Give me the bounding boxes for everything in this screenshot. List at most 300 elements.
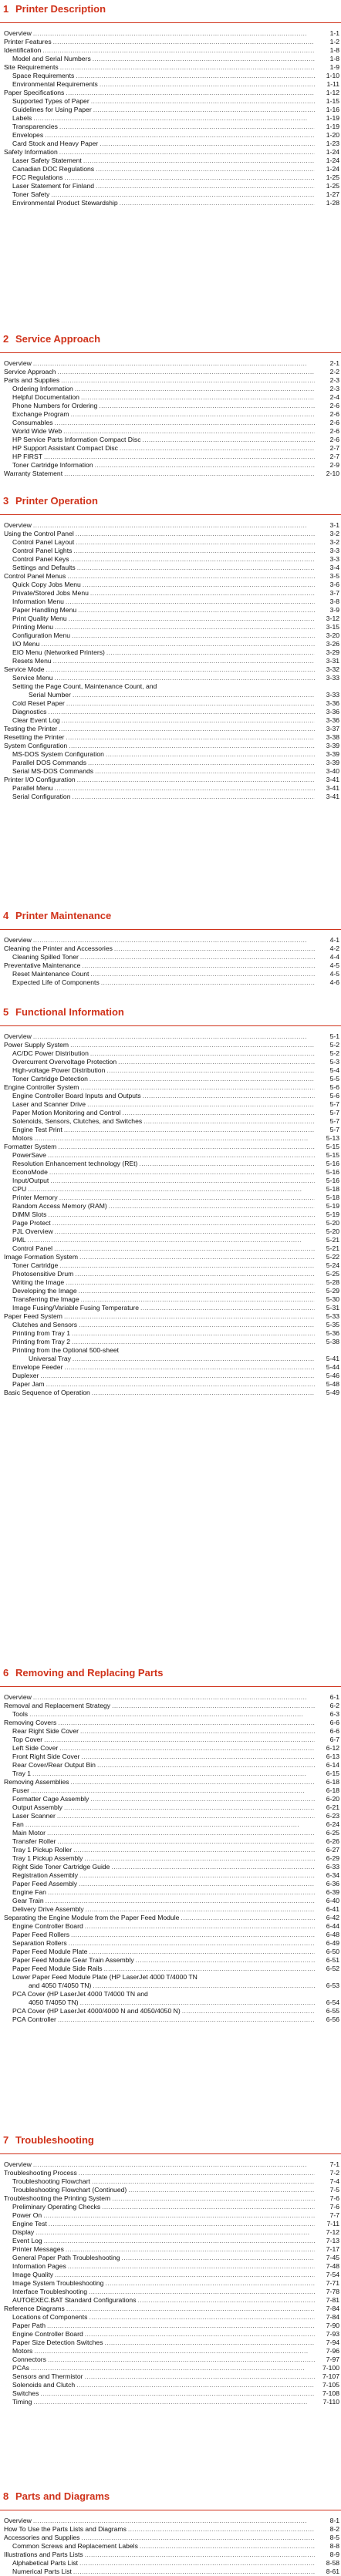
toc-subentry[interactable] [0, 190, 341, 199]
toc-subentry[interactable] [0, 2186, 341, 2194]
page-number: 3-7 [329, 589, 339, 597]
toc-entry[interactable] [0, 530, 341, 538]
toc-entry[interactable] [0, 1083, 341, 1092]
page-number: 6-14 [326, 1761, 339, 1769]
toc-subentry[interactable] [0, 1236, 341, 1244]
toc-subentry[interactable] [0, 648, 341, 657]
toc-subentry[interactable] [0, 716, 341, 725]
toc-entry[interactable] [0, 1693, 341, 1702]
toc-entry[interactable] [0, 733, 341, 742]
dot-leader [81, 2534, 315, 2542]
page-number: 7-93 [326, 2330, 339, 2338]
toc-subentry[interactable] [0, 1761, 341, 1770]
toc-subentry[interactable] [0, 2322, 341, 2330]
page-number: 3-5 [329, 572, 339, 580]
toc-subentry[interactable] [0, 157, 341, 165]
entry-title: Engine Fan [12, 1888, 46, 1896]
toc-subentry[interactable] [0, 436, 341, 444]
dot-leader [93, 55, 315, 63]
page-number: 5-49 [326, 1389, 339, 1396]
toc-subentry[interactable] [0, 2313, 341, 2322]
toc-subentry[interactable] [0, 123, 341, 131]
dot-leader [66, 733, 315, 742]
toc-subentry[interactable] [0, 393, 341, 402]
dot-leader [100, 80, 315, 89]
toc-subentry[interactable] [0, 1278, 341, 1287]
toc-subentry[interactable] [0, 173, 341, 182]
dot-leader [28, 1236, 315, 1244]
dot-leader [32, 1770, 315, 1778]
entry-title: PJL Overview [12, 1227, 53, 1235]
toc-subentry[interactable] [0, 691, 341, 699]
dot-leader [73, 547, 315, 555]
toc-subentry[interactable] [0, 793, 341, 801]
entry-title: Model and Serial Numbers [12, 55, 91, 62]
toc-entry[interactable] [0, 89, 341, 97]
chapter-divider [0, 1025, 341, 1026]
toc-subentry[interactable] [0, 419, 341, 427]
toc-subentry[interactable] [0, 1321, 341, 1329]
page-number: 7-2 [329, 2169, 339, 2177]
toc-subentry[interactable] [0, 1109, 341, 1117]
toc-subentry[interactable] [0, 453, 341, 461]
entry-title: Power Supply System [4, 1041, 69, 1049]
toc-subentry[interactable] [0, 606, 341, 615]
toc-subentry[interactable] [0, 1863, 341, 1871]
toc-entry[interactable] [0, 1778, 341, 1786]
page-number: 5-38 [326, 1338, 339, 1345]
page-number: 5-7 [329, 1117, 339, 1125]
toc-subentry[interactable] [0, 2220, 341, 2228]
toc-subentry[interactable] [0, 657, 341, 665]
toc-subentry[interactable] [0, 1346, 341, 1355]
page-number: 6-20 [326, 1795, 339, 1803]
entry-title: Transfer Roller [12, 1837, 56, 1845]
toc-subentry[interactable] [0, 1812, 341, 1820]
toc-entry[interactable] [0, 38, 341, 46]
toc-subentry[interactable] [0, 1931, 341, 1939]
toc-subentry[interactable] [0, 538, 341, 547]
toc-subentry[interactable] [0, 444, 341, 453]
toc-subentry[interactable] [0, 708, 341, 716]
toc-entry[interactable] [0, 2169, 341, 2177]
toc-subentry[interactable] [0, 1854, 341, 1863]
toc-subentry[interactable] [0, 631, 341, 640]
toc-subentry[interactable] [0, 1363, 341, 1372]
chapter-heading[interactable] [3, 1667, 341, 1679]
toc-subentry[interactable] [0, 2372, 341, 2381]
dot-leader [105, 2279, 315, 2288]
toc-subentry[interactable] [0, 1211, 341, 1219]
dot-leader [72, 631, 315, 640]
toc-subentry[interactable] [0, 1134, 341, 1143]
toc-subentry[interactable] [0, 1871, 341, 1880]
toc-subentry[interactable] [0, 2296, 341, 2305]
page-number: 3-2 [329, 538, 339, 546]
toc-subentry[interactable] [0, 2398, 341, 2406]
toc-subentry[interactable] [0, 1304, 341, 1312]
toc-subentry[interactable] [0, 598, 341, 606]
toc-entry[interactable] [0, 1719, 341, 1727]
toc-subentry[interactable] [0, 581, 341, 589]
page-number: 5-18 [326, 1185, 339, 1193]
toc-entry[interactable] [0, 359, 341, 368]
toc-subentry[interactable] [0, 1922, 341, 1931]
dot-leader [86, 1905, 315, 1914]
page-number: 1-15 [326, 97, 339, 105]
toc-subentry[interactable] [0, 1372, 341, 1380]
entry-title: Using the Control Panel [4, 530, 74, 537]
page-number: 2-7 [329, 453, 339, 460]
toc-subentry[interactable] [0, 750, 341, 759]
toc-subentry[interactable] [0, 1965, 341, 1973]
entry-title: Consumables [12, 419, 53, 426]
page-number: 6-53 [326, 1982, 339, 1989]
toc-subentry[interactable] [0, 1905, 341, 1914]
toc-subentry[interactable] [0, 80, 341, 89]
toc-entry[interactable] [0, 2517, 341, 2525]
toc-entry[interactable] [0, 1143, 341, 1151]
toc-entry[interactable] [0, 2534, 341, 2542]
toc-subentry[interactable] [0, 1939, 341, 1948]
toc-subentry[interactable] [0, 623, 341, 631]
toc-subentry[interactable] [0, 547, 341, 555]
toc-subentry[interactable] [0, 1185, 341, 1194]
toc-subentry[interactable] [0, 1126, 341, 1134]
toc-subentry[interactable] [0, 1380, 341, 1389]
toc-entry[interactable] [0, 945, 341, 953]
toc-entry[interactable] [0, 29, 341, 38]
chapter-heading[interactable] [3, 2490, 341, 2503]
toc-subentry[interactable] [0, 767, 341, 776]
entry-title: Engine Test Print [12, 1126, 62, 1133]
toc-entry[interactable] [0, 725, 341, 733]
toc-subentry[interactable] [0, 1227, 341, 1236]
toc-subentry[interactable] [0, 1092, 341, 1100]
entry-title: Serial Configuration [12, 793, 71, 800]
dot-leader [70, 1041, 315, 1049]
toc-subentry[interactable] [0, 2271, 341, 2279]
dot-leader [182, 2007, 315, 2015]
toc-subentry[interactable] [0, 1744, 341, 1753]
page-number: 2-10 [326, 470, 339, 477]
toc-subentry[interactable] [0, 2559, 341, 2568]
toc-entry[interactable] [0, 2305, 341, 2313]
toc-subentry[interactable] [0, 410, 341, 419]
dot-leader [101, 978, 315, 987]
toc-entry[interactable] [0, 376, 341, 385]
chapter-heading[interactable] [3, 1006, 341, 1019]
entry-title: Image Quality [12, 2271, 54, 2278]
toc-entry[interactable] [0, 776, 341, 784]
toc-subentry[interactable] [0, 1355, 341, 1363]
toc-subentry[interactable] [0, 2245, 341, 2254]
toc-subentry[interactable] [0, 1160, 341, 1168]
dot-leader [52, 1219, 315, 1227]
dot-leader [85, 2330, 315, 2339]
page-number: 7-81 [326, 2296, 339, 2304]
toc-subentry[interactable] [0, 1837, 341, 1846]
page-number: 7-5 [329, 2186, 339, 2194]
toc-entry[interactable] [0, 1253, 341, 1261]
toc-entry[interactable] [0, 1914, 341, 1922]
entry-title: Paper Feed System [4, 1312, 62, 1320]
toc-subentry[interactable] [0, 182, 341, 190]
toc-subentry[interactable] [0, 2381, 341, 2389]
chapter-heading[interactable] [3, 495, 341, 507]
dot-leader [84, 1854, 315, 1863]
toc-subentry[interactable] [0, 1803, 341, 1812]
toc-subentry[interactable] [0, 1786, 341, 1795]
dot-leader [80, 1999, 315, 2007]
toc-subentry[interactable] [0, 1058, 341, 1066]
chapter-heading[interactable] [3, 910, 341, 922]
toc-subentry[interactable] [0, 1202, 341, 1211]
dot-leader [34, 2347, 315, 2355]
toc-subentry[interactable] [0, 2542, 341, 2551]
toc-entry[interactable] [0, 2551, 341, 2559]
toc-subentry[interactable] [0, 674, 341, 682]
toc-subentry[interactable] [0, 978, 341, 987]
toc-subentry[interactable] [0, 615, 341, 623]
entry-title: Control Panel Layout [12, 538, 75, 546]
page-number: 1-23 [326, 140, 339, 147]
toc-subentry[interactable] [0, 1999, 341, 2007]
toc-entry[interactable] [0, 63, 341, 72]
toc-subentry[interactable] [0, 1100, 341, 1109]
entry-title: Rear Right Side Cover [12, 1727, 79, 1735]
toc-subentry[interactable] [0, 2347, 341, 2355]
toc-subentry[interactable] [0, 759, 341, 767]
page-number: 6-56 [326, 2015, 339, 2023]
page-number: 6-40 [326, 1897, 339, 1904]
page-number: 7-11 [326, 2220, 339, 2227]
toc-subentry[interactable] [0, 2364, 341, 2372]
entry-title: Overcurrent Overvoltage Protection [12, 1058, 117, 1066]
toc-subentry[interactable] [0, 1151, 341, 1160]
toc-subentry[interactable] [0, 1270, 341, 1278]
toc-subentry[interactable] [0, 1295, 341, 1304]
toc-subentry[interactable] [0, 2262, 341, 2271]
toc-subentry[interactable] [0, 784, 341, 793]
toc-subentry[interactable] [0, 564, 341, 572]
page-number: 3-12 [326, 615, 339, 622]
toc-subentry[interactable] [0, 1244, 341, 1253]
toc-subentry[interactable] [0, 2177, 341, 2186]
toc-subentry[interactable] [0, 1795, 341, 1803]
toc-subentry[interactable] [0, 106, 341, 114]
page-number: 5-35 [326, 1321, 339, 1328]
dot-leader [81, 1295, 315, 1304]
entry-title: High-voltage Power Distribution [12, 1066, 106, 1074]
entry-title: Basic Sequence of Operation [4, 1389, 90, 1396]
toc-subentry[interactable] [0, 131, 341, 140]
dot-leader [29, 1710, 315, 1719]
dot-leader [72, 1329, 315, 1338]
page-number: 5-7 [329, 1100, 339, 1108]
toc-subentry[interactable] [0, 1049, 341, 1058]
toc-subentry[interactable] [0, 1990, 341, 1999]
dot-leader [59, 1194, 315, 1202]
toc-subentry[interactable] [0, 199, 341, 207]
toc-subentry[interactable] [0, 1066, 341, 1075]
toc-subentry[interactable] [0, 1177, 341, 1185]
toc-subentry[interactable] [0, 2007, 341, 2015]
toc-subentry[interactable] [0, 2288, 341, 2296]
toc-subentry[interactable] [0, 555, 341, 564]
toc-subentry[interactable] [0, 1168, 341, 1177]
entry-title: Power On [12, 2211, 42, 2219]
toc-entry[interactable] [0, 521, 341, 530]
toc-subentry[interactable] [0, 427, 341, 436]
toc-entry[interactable] [0, 470, 341, 478]
chapter-heading[interactable] [3, 2134, 341, 2147]
toc-subentry[interactable] [0, 970, 341, 978]
toc-subentry[interactable] [0, 2389, 341, 2398]
page-number: 6-18 [326, 1778, 339, 1786]
dot-leader [33, 2517, 315, 2525]
toc-subentry[interactable] [0, 1897, 341, 1905]
toc-subentry[interactable] [0, 461, 341, 470]
toc-entry[interactable] [0, 936, 341, 945]
toc-subentry[interactable] [0, 1829, 341, 1837]
toc-subentry[interactable] [0, 1948, 341, 1956]
page-number: 5-5 [329, 1075, 339, 1083]
toc-subentry[interactable] [0, 640, 341, 648]
toc-subentry[interactable] [0, 2254, 341, 2262]
toc-subentry[interactable] [0, 1956, 341, 1965]
toc-subentry[interactable] [0, 1219, 341, 1227]
toc-subentry[interactable] [0, 1888, 341, 1897]
dot-leader [25, 1820, 315, 1829]
toc-subentry[interactable] [0, 699, 341, 708]
dot-leader [64, 1312, 315, 1321]
toc-subentry[interactable] [0, 682, 341, 691]
toc-subentry[interactable] [0, 2237, 341, 2245]
entry-title: Print Quality Menu [12, 615, 67, 622]
dot-leader [44, 2237, 315, 2245]
page-number: 6-52 [326, 1965, 339, 1972]
toc-subentry[interactable] [0, 2330, 341, 2339]
toc-subentry[interactable] [0, 1338, 341, 1346]
entry-title: Fuser [12, 1786, 29, 1794]
toc-entry[interactable] [0, 742, 341, 750]
toc-subentry[interactable] [0, 1194, 341, 1202]
entry-title: Toner Safety [12, 190, 50, 198]
dot-leader [128, 2525, 315, 2534]
dot-leader [91, 97, 315, 106]
chapter-divider [0, 1686, 341, 1687]
toc-subentry[interactable] [0, 1287, 341, 1295]
toc-entry[interactable] [0, 1032, 341, 1041]
toc-entry[interactable] [0, 368, 341, 376]
toc-entry[interactable] [0, 572, 341, 581]
toc-subentry[interactable] [0, 1770, 341, 1778]
toc-subentry[interactable] [0, 1075, 341, 1083]
toc-entry[interactable] [0, 46, 341, 55]
toc-subentry[interactable] [0, 2568, 341, 2576]
toc-entry[interactable] [0, 665, 341, 674]
toc-entry[interactable] [0, 1041, 341, 1049]
toc-subentry[interactable] [0, 1982, 341, 1990]
dot-leader [72, 793, 315, 801]
dot-leader [55, 419, 315, 427]
toc-subentry[interactable] [0, 97, 341, 106]
toc-subentry[interactable] [0, 2228, 341, 2237]
page-number: 1-28 [326, 199, 339, 207]
page-number: 3-2 [329, 530, 339, 537]
toc-subentry[interactable] [0, 1727, 341, 1736]
dot-leader [95, 461, 315, 470]
toc-subentry[interactable] [0, 1710, 341, 1719]
entry-title: Settings and Defaults [12, 564, 76, 571]
toc-entry[interactable] [0, 961, 341, 970]
toc-subentry[interactable] [0, 140, 341, 148]
page-number: 1-10 [326, 72, 339, 79]
dot-leader [81, 1753, 315, 1761]
entry-title: Envelopes [12, 131, 44, 139]
toc-subentry[interactable] [0, 1846, 341, 1854]
chapter-number: 3 [3, 495, 9, 507]
dot-leader [45, 131, 315, 140]
dot-leader [79, 1880, 315, 1888]
dot-leader [33, 2160, 315, 2169]
page-number: 6-3 [329, 1710, 339, 1718]
toc-subentry[interactable] [0, 165, 341, 173]
toc-subentry[interactable] [0, 1329, 341, 1338]
toc-subentry[interactable] [0, 1820, 341, 1829]
toc-subentry[interactable] [0, 2203, 341, 2211]
toc-entry[interactable] [0, 2194, 341, 2203]
toc-subentry[interactable] [0, 2015, 341, 2024]
toc-subentry[interactable] [0, 2211, 341, 2220]
toc-subentry[interactable] [0, 55, 341, 63]
toc-entry[interactable] [0, 2160, 341, 2169]
page-number: 1-16 [326, 106, 339, 113]
page-number: 6-44 [326, 1922, 339, 1930]
toc-subentry[interactable] [0, 953, 341, 961]
page-number: 5-21 [326, 1236, 339, 1244]
dot-leader [90, 1049, 315, 1058]
toc-subentry[interactable] [0, 114, 341, 123]
dot-leader [75, 385, 315, 393]
toc-entry[interactable] [0, 1312, 341, 1321]
toc-subentry[interactable] [0, 72, 341, 80]
toc-subentry[interactable] [0, 385, 341, 393]
page-number: 5-15 [326, 1143, 339, 1150]
dot-leader [68, 2262, 315, 2271]
toc-subentry[interactable] [0, 1261, 341, 1270]
dot-leader [73, 1355, 315, 1363]
toc-subentry[interactable] [0, 402, 341, 410]
toc-subentry[interactable] [0, 1736, 341, 1744]
chapter-heading[interactable] [3, 333, 341, 345]
toc-subentry[interactable] [0, 1753, 341, 1761]
toc-subentry[interactable] [0, 1117, 341, 1126]
toc-subentry[interactable] [0, 2339, 341, 2347]
toc-entry[interactable] [0, 148, 341, 157]
toc-entry[interactable] [0, 1389, 341, 1397]
toc-subentry[interactable] [0, 1973, 341, 1982]
entry-title: Troubleshooting the Printing System [4, 2194, 111, 2202]
toc-entry[interactable] [0, 2525, 341, 2534]
toc-entry[interactable] [0, 1702, 341, 1710]
toc-subentry[interactable] [0, 2355, 341, 2364]
chapter-heading[interactable] [3, 3, 341, 15]
toc-subentry[interactable] [0, 1880, 341, 1888]
toc-subentry[interactable] [0, 589, 341, 598]
toc-subentry[interactable] [0, 2279, 341, 2288]
